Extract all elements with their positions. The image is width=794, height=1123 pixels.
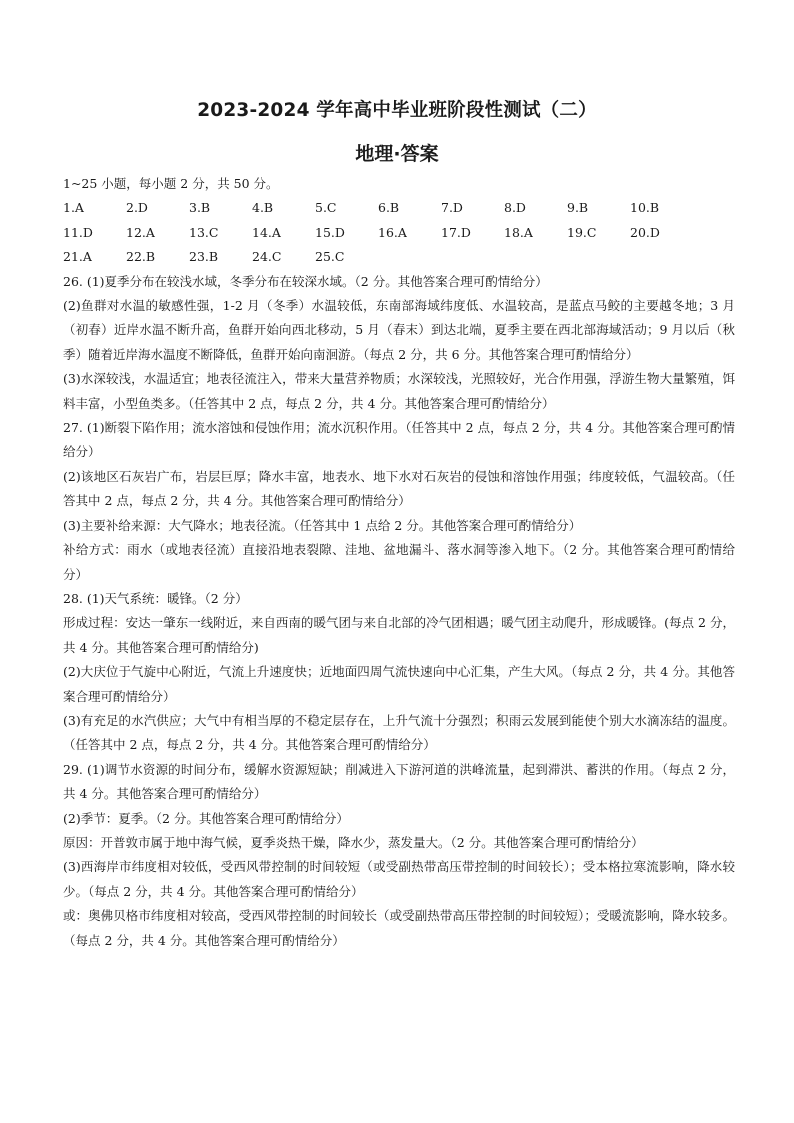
answer-content (63, 172, 735, 953)
answer-paragraph: 27. (1)断裂下陷作用；流水溶蚀和侵蚀作用；流水沉积作用。（任答其中 2 点，每点 2 分，共 4 分。其他答案合理可酌情给分） (63, 420, 735, 460)
answer-paragraph: (3)西海岸市纬度相对较低，受西风带控制的时间较短（或受副热带高压带控制的时间较长）；受本格拉寒流影响，降水较少。（每点 2 分，共 4 分。其他答案合理可酌情给分） (63, 859, 735, 899)
answer-paragraph: (2)鱼群对水温的敏感性强，1-2 月（冬季）水温较低，东南部海域纬度低、水温较高，是蓝点马鲛的主要越冬地；3 月（初春）近岸水温不断升高，鱼群开始向西北移动，5 月（春末）到达北端，夏季主要在西北部海域活动；9 月以后（秋季）随着近岸海水温度不断降低，鱼群开始向南洄游。（每点 2 分，共 6 分。其他答案合理可酌情给分） (63, 298, 735, 362)
answer-cell: 6.B (378, 200, 400, 216)
answer-cell: 18.A (504, 224, 533, 240)
answer-cell: 23.B (189, 249, 219, 265)
answer-cell: 19.C (567, 224, 597, 240)
answer-row (63, 196, 735, 220)
answer-cell: 25.C (315, 249, 345, 265)
answer-cell: 16.A (378, 224, 407, 240)
answer-cell: 7.D (441, 200, 463, 216)
answer-cell: 15.D (315, 224, 345, 240)
answer-paragraph: (2)季节：夏季。（2 分。其他答案合理可酌情给分） (63, 810, 349, 826)
answer-paragraph: 29. (1)调节水资源的时间分布，缓解水资源短缺；削减进入下游河道的洪峰流量，起到滞洪、蓄洪的作用。（每点 2 分，共 4 分。其他答案合理可酌情给分） (63, 761, 735, 802)
page-title: 2023-2024 学年高中毕业班阶段性测试（二） (197, 100, 597, 121)
answer-row (63, 221, 735, 245)
answer-cell: 21.A (63, 249, 92, 265)
answer-row (63, 245, 735, 269)
answer-paragraph: (3)主要补给来源：大气降水；地表径流。（任答其中 1 点给 2 分。其他答案合理可酌情给分） (63, 517, 582, 533)
answer-cell: 14.A (252, 224, 281, 240)
answer-cell: 4.B (252, 200, 274, 216)
answer-paragraph: 或：奥佛贝格市纬度相对较高，受西风带控制的时间较长（或受副热带高压带控制的时间较短）；受暖流影响，降水较多。（每点 2 分，共 4 分。其他答案合理可酌情给分） (63, 908, 735, 948)
answer-cell: 5.C (315, 200, 337, 216)
answer-cell: 17.D (441, 224, 471, 240)
answer-cell: 8.D (504, 200, 526, 216)
answer-paragraph: (3)水深较浅，水温适宜；地表径流注入，带来大量营养物质；水深较浅，光照较好，光合作用强，浮游生物大量繁殖，饵料丰富，小型鱼类多。（任答其中 2 点，每点 2 分，共 4 分。其他答案合理可酌情给分） (63, 371, 735, 411)
answer-cell: 9.B (567, 200, 589, 216)
answer-cell: 11.D (63, 224, 93, 240)
multiple-choice-intro: 1~25 小题，每小题 2 分，共 50 分。 (63, 176, 279, 191)
answer-cell: 22.B (126, 249, 156, 265)
answer-cell: 20.D (630, 224, 660, 240)
answer-paragraph: 形成过程：安达一肇东一线附近，来自西南的暖气团与来自北部的冷气团相遇；暖气团主动爬升，形成暖锋。(每点 2 分，共 4 分。其他答案合理可酌情给分) (63, 615, 735, 655)
answer-paragraph: 28. (1)天气系统：暖锋。（2 分） (63, 590, 248, 606)
page-subtitle: 地理·答案 (355, 143, 439, 165)
answer-paragraph: 原因：开普敦市属于地中海气候，夏季炎热干燥，降水少，蒸发量大。（2 分。其他答案合理可酌情给分） (63, 834, 644, 850)
answer-cell: 3.B (189, 200, 211, 216)
answer-paragraph: (2)大庆位于气旋中心附近，气流上升速度快；近地面四周气流快速向中心汇集，产生大风。（每点 2 分，共 4 分。其他答案合理可酌情给分） (63, 664, 735, 704)
answer-cell: 10.B (630, 200, 660, 216)
answer-cell: 1.A (63, 200, 84, 216)
answer-paragraph: (2)该地区石灰岩广布，岩层巨厚；降水丰富，地表水、地下水对石灰岩的侵蚀和溶蚀作用强；纬度较低，气温较高。（任答其中 2 点，每点 2 分，共 4 分。其他答案合理可酌情给分） (63, 468, 735, 509)
answer-paragraph: 26. (1)夏季分布在较浅水域，冬季分布在较深水域。（2 分。其他答案合理可酌情给分） (63, 273, 548, 289)
answer-paragraph: (3)有充足的水汽供应；大气中有相当厚的不稳定层存在，上升气流十分强烈；积雨云发展到能使个别大水滴冻结的温度。（任答其中 2 点，每点 2 分，共 4 分。其他答案合理可酌情给分） (63, 712, 735, 753)
answer-cell: 12.A (126, 224, 155, 240)
answer-cell: 2.D (126, 200, 148, 216)
answer-cell: 13.C (189, 224, 219, 240)
answer-cell: 24.C (252, 249, 282, 265)
answer-paragraph: 补给方式：雨水（或地表径流）直接沿地表裂隙、洼地、盆地漏斗、落水洞等渗入地下。（2 分。其他答案合理可酌情给分） (63, 542, 735, 582)
